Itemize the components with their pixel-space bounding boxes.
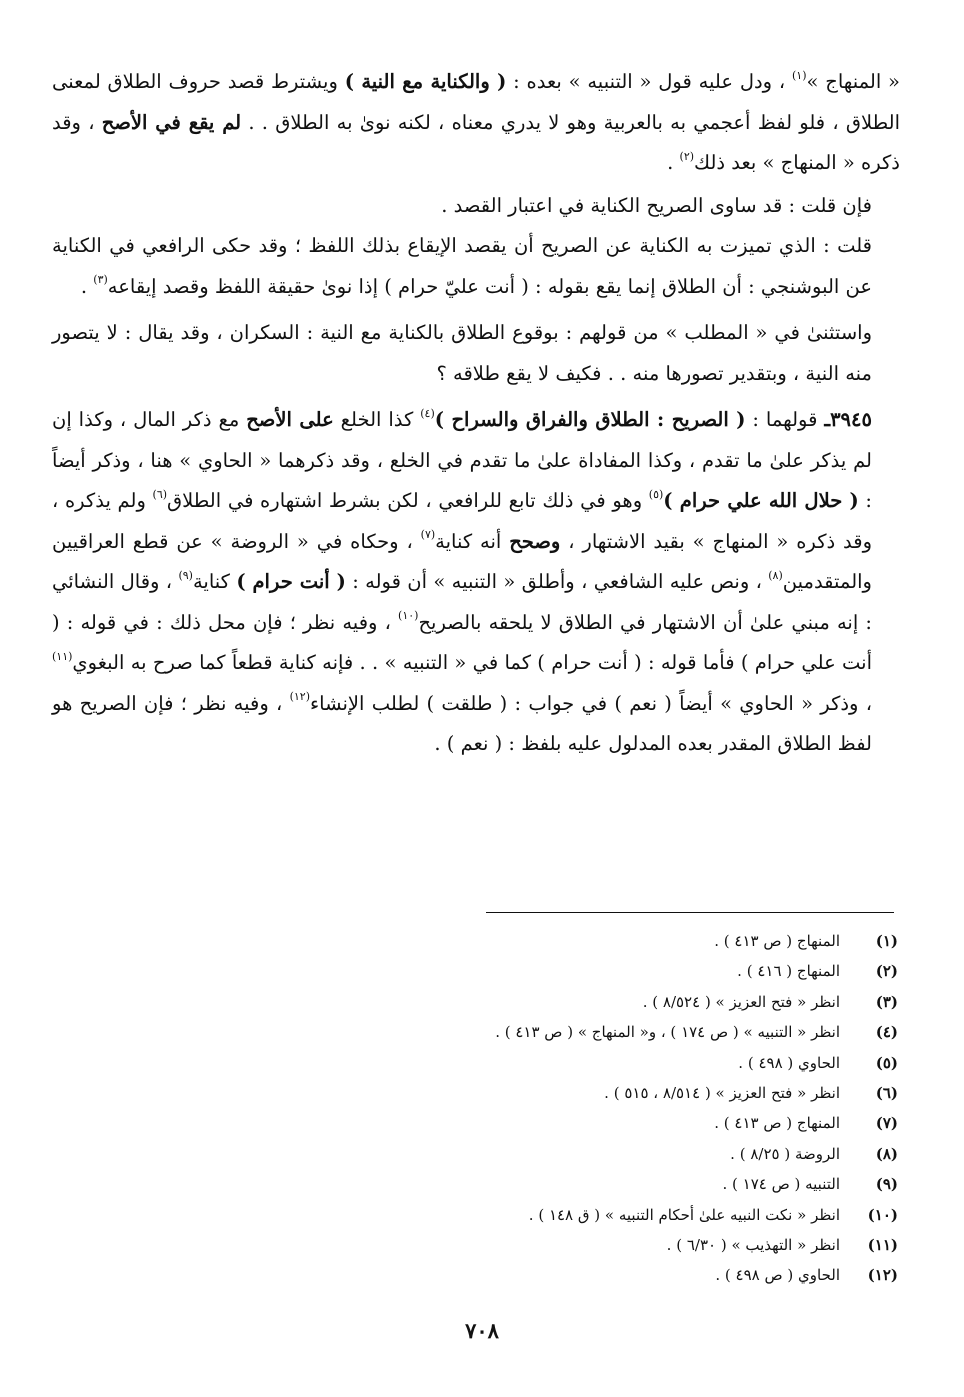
paragraph xyxy=(52,62,900,184)
emphasized-text: ٣٩٤٥ـ xyxy=(824,408,872,431)
footnote-text: المنهاج ( ٤١٦ ) . xyxy=(737,962,840,981)
footnote-ref: (٩) xyxy=(178,568,193,582)
footnote-ref: (١١) xyxy=(52,649,73,663)
footnote-text: انظر « نكت النبيه علىٰ أحكام التنبيه » ( ق ١٤٨ ) . xyxy=(528,1205,840,1224)
text-run: واستثنىٰ في « المطلب » من قولهم : بوقوع الطلاق بالكناية مع النية : السكران ، وقد يقال : لا يتصور منه النية ، وبتقدير تصورها منه . . فكيف لا يقع طلاقه ؟ xyxy=(52,321,872,385)
text-run: ، ودل عليه قول « التنبيه » بعده : xyxy=(506,70,792,93)
text-run: ، وفيه نظر ؛ فإن الصريح هو لفظ الطلاق المقدر بعده المدلول عليه بلفظ : ( نعم ) . xyxy=(52,691,872,755)
text-run: قولهما : xyxy=(745,408,825,431)
text-run: ، وذكر « الحاوي » أيضاً ( نعم ) في جواب : ( طلقت ) لطلب الإنشاء xyxy=(309,691,873,715)
emphasized-text: على الأصح xyxy=(246,408,334,431)
footnote-text: انظر « فتح العزيز » ( ٨/٥٢٤ ) . xyxy=(642,992,840,1011)
footnote-number: (٧) xyxy=(875,1114,898,1133)
paragraph xyxy=(52,226,900,307)
emphasized-text: ( أنت حرام ) xyxy=(236,570,346,593)
footnote xyxy=(300,987,898,1017)
text-run: « المنهاج » xyxy=(806,70,900,93)
footnote-ref: (٨) xyxy=(768,568,783,582)
footnote-ref: (١) xyxy=(791,68,807,82)
emphasized-text: ( والكناية مع النية ) xyxy=(344,70,507,93)
text-run: أنه كناية xyxy=(435,529,510,553)
footnote-ref: (١٠) xyxy=(398,609,419,622)
footnote xyxy=(300,1139,898,1169)
footnote-text: الحاوي ( ٤٩٨ ) . xyxy=(738,1053,840,1072)
text-run: ، وقال النشائي : إنه مبني علىٰ أن الاشتهار في الطلاق لا يلحقه بالصريح xyxy=(52,570,872,634)
footnote-number: (١) xyxy=(875,932,898,950)
footnote-text: الحاوي ( ص ٤٩٨ ) . xyxy=(715,1266,840,1285)
footnote xyxy=(300,1260,898,1290)
footnote-text: المنهاج ( ص ٤١٣ ) . xyxy=(714,932,840,950)
footnote-number: (٦) xyxy=(875,1084,898,1103)
text-run: كذا الخلع xyxy=(333,408,421,431)
emphasized-text: ( حلال الله علي حرام ) xyxy=(663,489,859,512)
footnote-ref: (١٢) xyxy=(289,690,310,703)
footnote xyxy=(300,926,898,956)
text-run: ، وفيه نظر ؛ فإن محل ذلك : في قوله : ( أنت علي حرام ) فأما قوله : ( أنت حرام ) كما في « التنبيه » . . فإنه كناية قطعاً كما صرح به البغوي xyxy=(52,610,872,674)
footnote-text: التنبيه ( ص ١٧٤ ) . xyxy=(722,1175,840,1194)
paragraph xyxy=(52,400,900,765)
footnote xyxy=(300,1108,898,1138)
text-run: ويشترط قصد حروف الطلاق لمعنى الطلاق ، فلو لفظ أعجمي به بالعربية وهو لا يدري معناه ، لكنه نوىٰ به الطلاق . . xyxy=(52,70,901,134)
footnote xyxy=(300,1078,898,1108)
footnote-number: (١١) xyxy=(867,1236,898,1255)
footnote-number: (٣) xyxy=(875,992,898,1011)
text-run: ولم يذكره ، وقد ذكره « المنهاج » بقيد الاشتهار ، xyxy=(52,489,873,553)
footnote-number: (١٢) xyxy=(867,1266,898,1285)
emphasized-text: لم يقع في الأصح xyxy=(101,110,242,134)
footnote xyxy=(300,1200,898,1230)
footnote-number: (١٠) xyxy=(867,1205,898,1224)
paragraph xyxy=(52,313,900,394)
paragraph xyxy=(52,186,900,227)
footnote-number: (٤) xyxy=(875,1023,898,1042)
footnote-ref: (٥) xyxy=(648,487,664,501)
emphasized-text: ( الصريح : الطلاق والفراق والسراح ) xyxy=(434,408,746,431)
footnote xyxy=(300,1230,898,1260)
footnote-number: (٥) xyxy=(875,1053,898,1072)
footnote xyxy=(300,1017,898,1047)
footnote-text: انظر « فتح العزيز » ( ٨/٥١٤ ، ٥١٥ ) . xyxy=(604,1084,840,1103)
text-run: كناية xyxy=(192,570,237,593)
footnote-text: المنهاج ( ص ٤١٣ ) . xyxy=(714,1114,840,1133)
page-number: ٧٠٨ xyxy=(465,1318,499,1343)
main-text xyxy=(52,62,900,765)
text-run: وهو في ذلك تابع للرافعي ، لكن بشرط اشتهاره في الطلاق xyxy=(167,489,649,512)
footnote-number: (٢) xyxy=(875,962,898,981)
text-run: مع ذكر المال ، وكذا إن لم يذكر علىٰ ما تقدم ، وكذا المفاداة علىٰ ما تقدم في الخلع ، وقد ذكرهما « الحاوي » هنا ، وذكر أيضاً : xyxy=(52,408,872,512)
footnote xyxy=(300,1169,898,1199)
footnotes-list xyxy=(300,926,898,1291)
footnote-ref: (٧) xyxy=(420,528,436,541)
text-run: ، وقد ذكره « المنهاج » بعد ذلك xyxy=(52,110,900,174)
text-run: فإن قلت : قد ساوى الصريح الكناية في اعتبار القصد . xyxy=(441,193,872,217)
footnote-ref: (٣) xyxy=(93,273,108,286)
footnote-separator xyxy=(486,912,894,913)
footnote-number: (٩) xyxy=(875,1175,898,1194)
footnote-number: (٨) xyxy=(875,1144,898,1163)
emphasized-text: وصحح xyxy=(509,529,561,553)
text-run: ، وحكاه في « الروضة » عن قطع العراقيين والمتقدمين xyxy=(52,529,872,593)
footnote-text: انظر « التهذيب » ( ٦/٣٠ ) . xyxy=(666,1236,840,1255)
footnote-text: انظر « التنبيه » ( ص ١٧٤ ) ، و« المنهاج » ( ص ٤١٣ ) . xyxy=(495,1023,840,1042)
text-run: . xyxy=(80,274,94,298)
text-run: قلت : الذي تميزت به الكناية عن الصريح أن يقصد الإيقاع بذلك اللفظ ؛ وقد حكى الرافعي في الكناية عن البوشنجي : أن الطلاق إنما يقع بقوله : ( أنت عليّ حرام ) إذا نوىٰ حقيقة اللفظ وقصد إيقاعه xyxy=(52,234,872,298)
text-run: . xyxy=(667,151,680,174)
footnote-ref: (٢) xyxy=(679,149,695,163)
footnote-text: الروضة ( ٨/٢٥ ) . xyxy=(730,1144,840,1163)
footnote xyxy=(300,956,898,986)
footnote-ref: (٦) xyxy=(152,487,168,501)
footnote xyxy=(300,1048,898,1078)
footnote-ref: (٤) xyxy=(420,406,435,420)
text-run: ، ونص عليه الشافعي ، وأطلق « التنبيه » أن قوله : xyxy=(345,570,769,593)
